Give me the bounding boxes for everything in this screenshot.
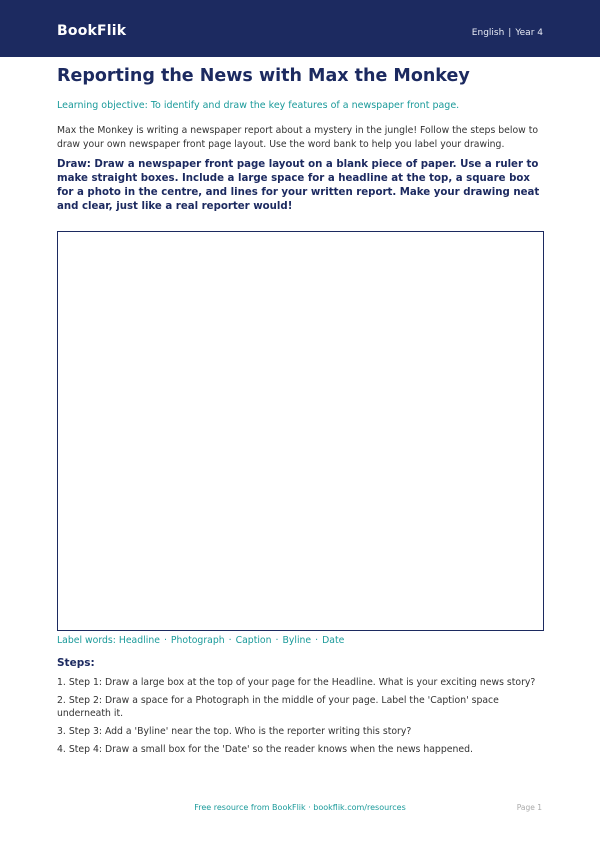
label-word: Caption <box>235 635 272 646</box>
subject-separator: | <box>508 28 512 38</box>
label-separator: · <box>228 635 232 646</box>
page-title: Reporting the News with Max the Monkey <box>57 66 470 86</box>
label-words-prefix: Label words: <box>57 635 116 646</box>
drawing-area[interactable] <box>57 231 544 631</box>
label-word: Date <box>322 635 345 646</box>
year-label: Year 4 <box>515 28 543 38</box>
steps-heading: Steps: <box>57 657 95 669</box>
intro-paragraph: Max the Monkey is writing a newspaper report about a mystery in the jungle! Follow the steps below to draw your own newspaper front page layout. Use the word bank to help you label your drawing. <box>57 125 539 150</box>
label-separator: · <box>315 635 319 646</box>
label-separator: · <box>163 635 167 646</box>
label-words <box>57 635 547 646</box>
subject-year-label <box>472 28 543 38</box>
step-item: 2. Step 2: Draw a space for a Photograph in the middle of your page. Label the 'Caption' space underneath it. <box>57 695 499 719</box>
page-header <box>0 0 600 57</box>
draw-instruction: Draw: Draw a newspaper front page layout on a blank piece of paper. Use a ruler to make straight boxes. Include a large space for a headline at the top, a square box for a photo in the centre, and lines for your written report. Make your drawing neat and clear, just like a real reporter would! <box>57 159 540 212</box>
step-item: 3. Step 3: Add a 'Byline' near the top. Who is the reporter writing this story? <box>57 726 412 737</box>
step-item: 1. Step 1: Draw a large box at the top of your page for the Headline. What is your exciting news story? <box>57 677 536 688</box>
label-word: Byline <box>282 635 312 646</box>
label-word: Photograph <box>170 635 225 646</box>
label-separator: · <box>275 635 279 646</box>
footer-resource-link[interactable]: Free resource from BookFlik · bookflik.com/resources <box>194 803 406 812</box>
subject-label: English <box>471 28 505 38</box>
page-number: Page 1 <box>516 803 542 812</box>
brand-logo-text[interactable]: BookFlik <box>57 23 127 39</box>
step-item: 4. Step 4: Draw a small box for the 'Date' so the reader knows when the news happened. <box>57 744 473 755</box>
label-word: Headline <box>118 635 160 646</box>
learning-objective: Learning objective: To identify and draw the key features of a newspaper front page. <box>57 100 460 111</box>
steps-list <box>57 676 547 761</box>
